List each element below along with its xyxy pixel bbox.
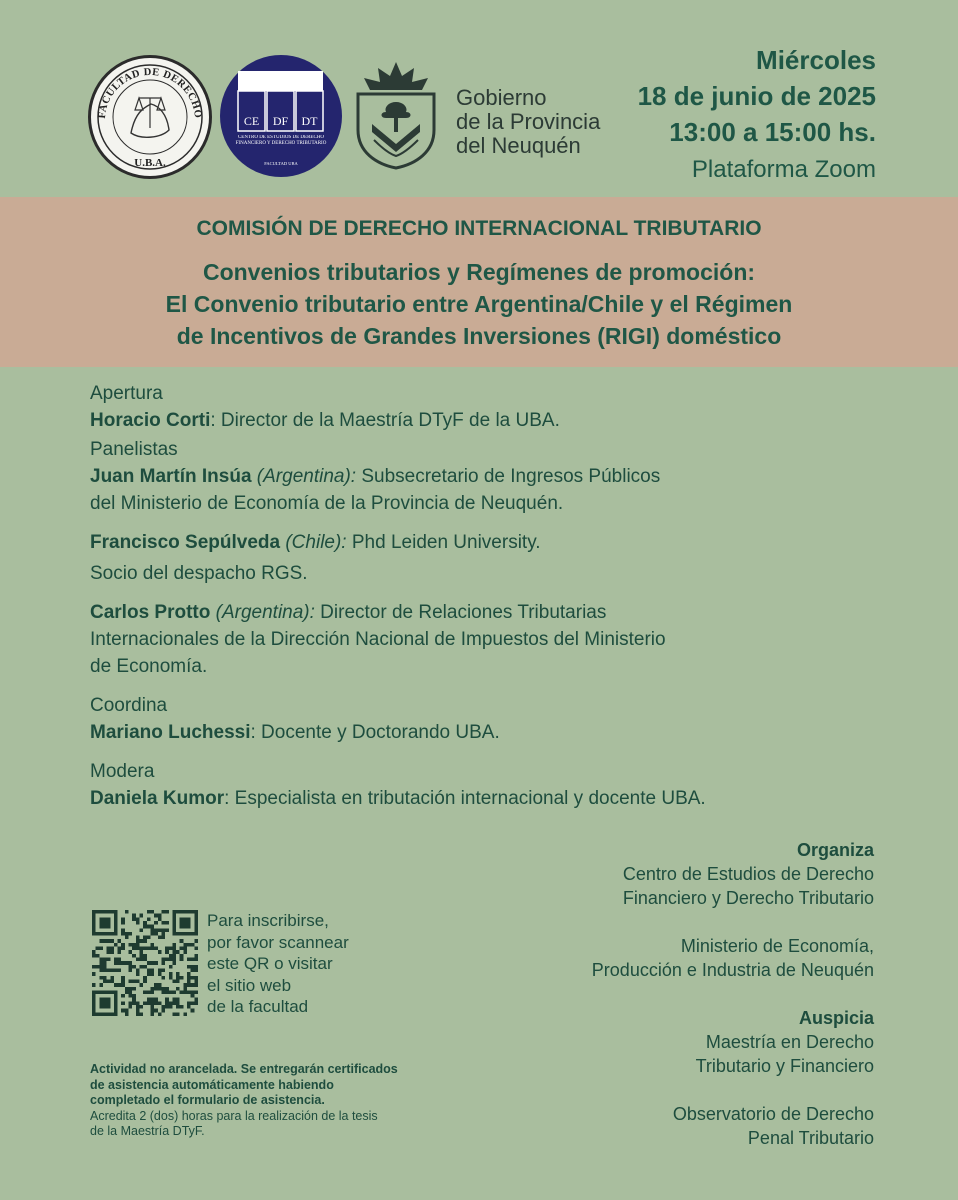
cedfdt-letters-df: DF xyxy=(272,114,289,128)
panelist-3-desc: Director de Relaciones Tributarias xyxy=(314,602,607,623)
note-bold-2: de asistencia automáticamente habiendo xyxy=(90,1077,334,1092)
coordina-entry xyxy=(90,719,870,746)
panelist-2-name: Francisco Sepúlveda xyxy=(90,532,281,553)
modera-desc: : Especialista en tributación internacional y docente UBA. xyxy=(224,788,706,809)
panelist-1-desc-cont: del Ministerio de Economía de la Provincia de Neuquén. xyxy=(90,493,564,514)
cedfdt-letters-dt: DT xyxy=(301,114,318,128)
cedfdt-caption: CENTRO DE ESTUDIOS DE DERECHO FINANCIERO Y DERECHO TRIBUTARIO xyxy=(235,135,327,146)
modera-label: Modera xyxy=(90,761,155,782)
panelist-3-country: (Argentina): xyxy=(210,602,315,623)
modera-name: Daniela Kumor xyxy=(90,788,225,809)
qr-instructions xyxy=(207,910,349,1018)
panelist-1-name: Juan Martín Insúa xyxy=(90,466,252,487)
cedfdt-letters-ce: CE xyxy=(243,114,260,128)
uba-logo-arc-text: FACULTAD DE DERECHO xyxy=(96,66,204,120)
panelist-2-country: (Chile): xyxy=(280,532,347,553)
coordina-name: Mariano Luchessi xyxy=(90,722,251,743)
panelist-3-desc-cont-2: de Economía. xyxy=(90,656,208,677)
gov-line-1: Gobierno xyxy=(456,85,547,110)
event-day: Miércoles xyxy=(756,45,876,75)
organizers-block xyxy=(592,838,874,1150)
apertura-speaker: Horacio Corti xyxy=(90,410,211,431)
panelist-3-desc-cont-1: Internacionales de la Dirección Nacional de Impuestos del Ministerio xyxy=(90,629,666,650)
subtitle-line-2: El Convenio tributario entre Argentina/Chile y el Régimen xyxy=(165,291,793,317)
sponsor-1-line-1: Maestría en Derecho xyxy=(705,1032,874,1052)
note-line-1: Acredita 2 (dos) horas para la realización de la tesis xyxy=(90,1108,378,1123)
apertura-label: Apertura xyxy=(90,383,163,404)
gov-line-2: de la Provincia xyxy=(456,109,601,134)
panelist-1-country: (Argentina): xyxy=(251,466,357,487)
province-government-wordmark xyxy=(456,86,600,158)
note-line-2: de la Maestría DTyF. xyxy=(90,1124,205,1138)
note-bold-3: completado el formulario de asistencia. xyxy=(90,1093,325,1107)
coordina-desc: : Docente y Doctorando UBA. xyxy=(250,722,500,743)
neuquen-coat-of-arms-icon xyxy=(350,60,442,170)
organizer-2-line-2: Producción e Industria de Neuquén xyxy=(591,960,874,980)
subtitle-line-1: Convenios tributarios y Regímenes de promoción: xyxy=(202,259,756,285)
qr-line-2: por favor scannear xyxy=(207,932,349,952)
registration-qr-code[interactable] xyxy=(92,910,198,1016)
organizer-1-line-2: Financiero y Derecho Tributario xyxy=(622,888,874,908)
qr-line-4: el sitio web xyxy=(207,975,292,995)
sponsor-2-line-2: Penal Tributario xyxy=(747,1128,874,1148)
uba-logo-bottom-text: U.B.A. xyxy=(134,157,166,169)
panelistas-label: Panelistas xyxy=(90,439,178,460)
apertura-entry xyxy=(90,407,870,434)
modera-entry xyxy=(90,785,870,812)
panelist-1-desc: Subsecretario de Ingresos Públicos xyxy=(356,466,661,487)
subtitle-line-3: de Incentivos de Grandes Inversiones (RIGI) doméstico xyxy=(176,323,782,349)
sponsor-2-line-1: Observatorio de Derecho xyxy=(672,1104,874,1124)
coordina-label: Coordina xyxy=(90,695,168,716)
event-subtitle xyxy=(0,256,958,352)
panelist-2 xyxy=(90,529,870,556)
panelist-3 xyxy=(90,599,870,626)
organizer-1-line-1: Centro de Estudios de Derecho xyxy=(622,864,874,884)
panelist-2-desc-cont: Socio del despacho RGS. xyxy=(90,563,308,584)
event-date: 18 de junio de 2025 xyxy=(637,81,876,111)
event-platform: Plataforma Zoom xyxy=(691,156,876,183)
commission-title: COMISIÓN DE DERECHO INTERNACIONAL TRIBUTARIO xyxy=(196,217,762,240)
auspicia-heading: Auspicia xyxy=(798,1008,874,1028)
panelist-3-name: Carlos Protto xyxy=(90,602,211,623)
program-list xyxy=(90,380,870,812)
panelist-2-desc: Phd Leiden University. xyxy=(346,532,541,553)
event-time: 13:00 a 15:00 hs. xyxy=(669,117,876,147)
organiza-heading: Organiza xyxy=(796,840,874,860)
footer-note xyxy=(90,1062,450,1140)
apertura-description: : Director de la Maestría DTyF de la UBA. xyxy=(210,410,560,431)
sponsor-1-line-2: Tributario y Financiero xyxy=(695,1056,874,1076)
uba-law-faculty-logo xyxy=(88,55,212,179)
organizer-2-line-1: Ministerio de Economía, xyxy=(680,936,874,956)
qr-line-1: Para inscribirse, xyxy=(207,911,329,930)
note-bold-1: Actividad no arancelada. Se entregarán certificados xyxy=(90,1062,398,1076)
qr-line-3: este QR o visitar xyxy=(207,954,333,973)
cedfdt-logo xyxy=(220,55,342,177)
panelist-1 xyxy=(90,463,870,490)
cedfdt-sub-caption: FACULTAD UBA xyxy=(264,161,298,166)
gov-line-3: del Neuquén xyxy=(456,133,581,158)
qr-line-5: de la facultad xyxy=(207,997,309,1016)
event-datetime xyxy=(638,42,876,188)
